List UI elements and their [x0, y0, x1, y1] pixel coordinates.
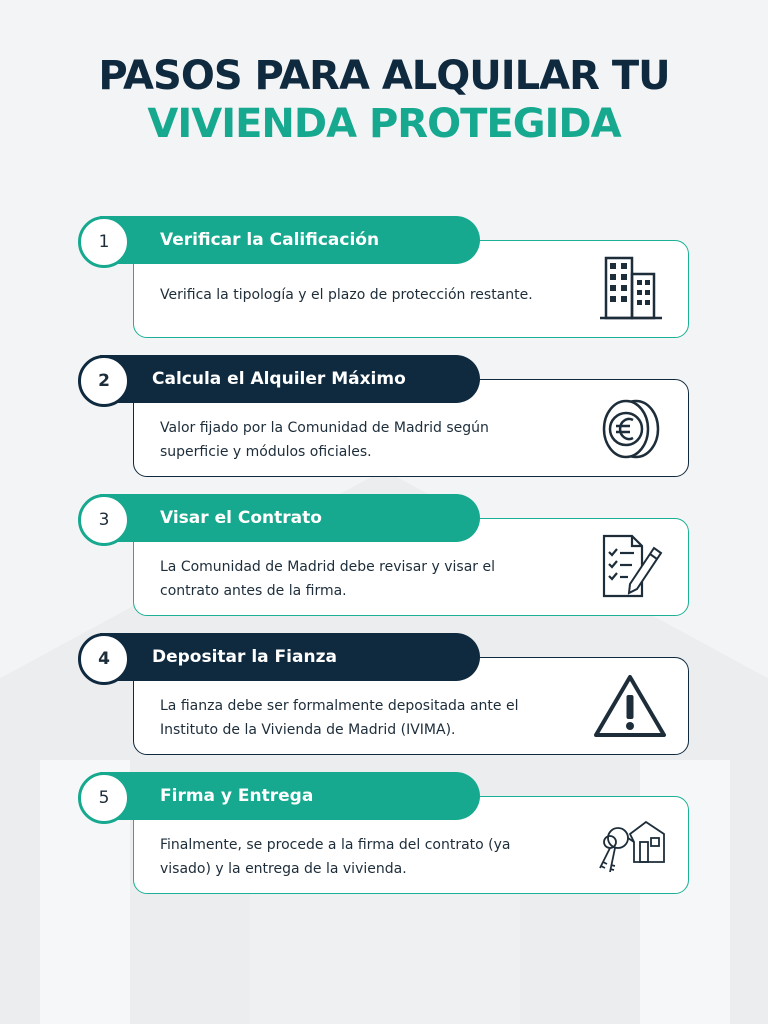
step-4: [0, 633, 768, 763]
step-number: 1: [78, 216, 130, 268]
step-1: [0, 216, 768, 346]
description-line: La fianza debe ser formalmente depositada ante el: [160, 698, 519, 714]
page-title: [0, 52, 768, 148]
step-description: [160, 416, 560, 464]
step-description: [160, 694, 560, 742]
contract-pen-icon: [590, 534, 670, 604]
step-title: Depositar la Fianza: [100, 633, 480, 681]
step-title: Calcula el Alquiler Máximo: [100, 355, 480, 403]
step-number: 3: [78, 494, 130, 546]
title-line-1: PASOS PARA ALQUILAR TU: [98, 53, 670, 99]
step-description: [160, 833, 560, 881]
euro-coin-icon: [590, 395, 670, 465]
step-5: [0, 772, 768, 902]
description-line: Finalmente, se procede a la firma del contrato (ya: [160, 837, 511, 853]
description-line: Verifica la tipología y el plazo de protección restante.: [160, 287, 533, 303]
step-number: 4: [78, 633, 130, 685]
description-line: superficie y módulos oficiales.: [160, 444, 372, 460]
step-2: [0, 355, 768, 485]
description-line: Instituto de la Vivienda de Madrid (IVIMA).: [160, 722, 456, 738]
title-line-2: VIVIENDA PROTEGIDA: [147, 101, 621, 147]
house-keys-icon: [590, 812, 670, 882]
step-title: Verificar la Calificación: [100, 216, 480, 264]
description-line: Valor fijado por la Comunidad de Madrid según: [160, 420, 489, 436]
description-line: La Comunidad de Madrid debe revisar y visar el: [160, 559, 495, 575]
step-number: 5: [78, 772, 130, 824]
description-line: contrato antes de la firma.: [160, 583, 347, 599]
description-line: visado) y la entrega de la vivienda.: [160, 861, 407, 877]
step-description: [160, 283, 560, 307]
step-title: Firma y Entrega: [100, 772, 480, 820]
warning-icon: [590, 673, 670, 743]
step-3: [0, 494, 768, 624]
step-title: Visar el Contrato: [100, 494, 480, 542]
step-description: [160, 555, 560, 603]
step-number: 2: [78, 355, 130, 407]
buildings-icon: [590, 256, 670, 326]
